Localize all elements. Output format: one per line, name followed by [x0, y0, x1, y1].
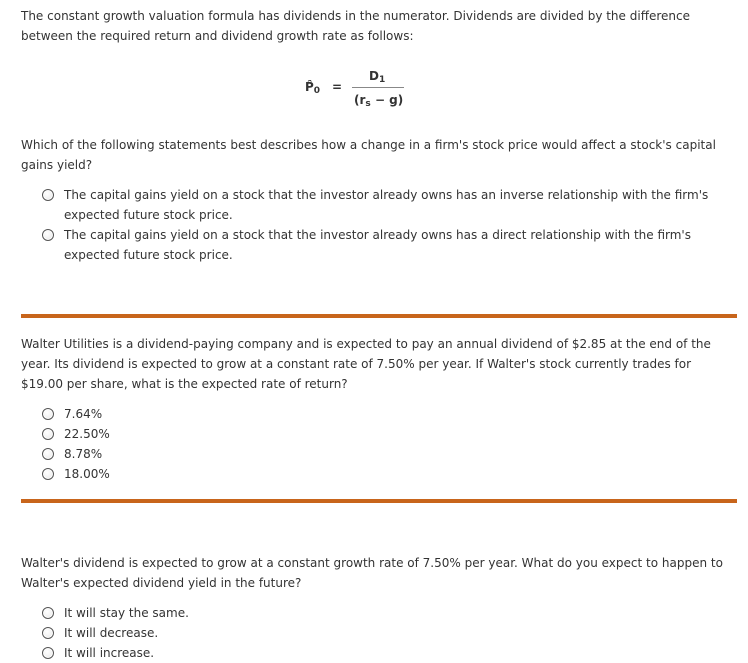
section-divider [21, 314, 737, 318]
question-2-option[interactable] [42, 404, 102, 424]
option-label: 18.00% [64, 467, 110, 481]
question-2-text: Walter Utilities is a dividend-paying company and is expected to pay an annual dividend of $2.85 at the end of the year. Its dividend is expected to grow at a constant rate of 7.50% per year. If Walter's stock currently trades for $19.00 per share, what is the expected rate of return? [21, 337, 711, 391]
radio-button[interactable] [42, 448, 54, 460]
question-1-option[interactable] [42, 225, 722, 265]
question-2-option[interactable] [42, 424, 110, 444]
radio-button[interactable] [42, 468, 54, 480]
formula-numerator: $D_1$ [369, 69, 386, 85]
formula-equals: = [332, 80, 343, 94]
option-label: It will increase. [64, 646, 155, 660]
option-label: 22.50% [64, 427, 110, 441]
radio-button[interactable] [42, 189, 54, 201]
radio-button[interactable] [42, 607, 54, 619]
formula-price: $P̂_0$ [305, 80, 321, 96]
question-3-text: Walter's dividend is expected to grow at a constant growth rate of 7.50% per year. What do you expect to happen to Walter's expected dividend yield in the future? [21, 556, 723, 590]
option-label: 7.64% [64, 407, 103, 421]
formula-denominator: $(r_s - g)$ [354, 93, 404, 109]
formula-fraction-bar [352, 87, 404, 88]
question-1-option[interactable] [42, 185, 722, 225]
option-label: 8.78% [64, 447, 103, 461]
radio-button[interactable] [42, 627, 54, 639]
option-label: The capital gains yield on a stock that the investor already owns has an inverse relationship with the firm's expected future stock price. [64, 188, 709, 222]
question-3-option[interactable] [42, 643, 154, 663]
radio-button[interactable] [42, 428, 54, 440]
option-label: The capital gains yield on a stock that the investor already owns has a direct relationship with the firm's expected future stock price. [64, 228, 691, 262]
radio-button[interactable] [42, 408, 54, 420]
intro-text: The constant growth valuation formula has dividends in the numerator. Dividends are divided by the difference between the required return and dividend growth rate as follows: [21, 9, 690, 43]
question-1-text: Which of the following statements best describes how a change in a firm's stock price would affect a stock's capital gains yield? [21, 138, 716, 172]
question-2-option[interactable] [42, 444, 102, 464]
option-label: It will stay the same. [64, 606, 189, 620]
radio-button[interactable] [42, 229, 54, 241]
radio-button[interactable] [42, 647, 54, 659]
option-label: It will decrease. [64, 626, 159, 640]
question-3-option[interactable] [42, 603, 189, 623]
question-2-option[interactable] [42, 464, 110, 484]
constant-growth-formula [300, 66, 420, 110]
question-3-option[interactable] [42, 623, 158, 643]
section-divider [21, 499, 737, 503]
